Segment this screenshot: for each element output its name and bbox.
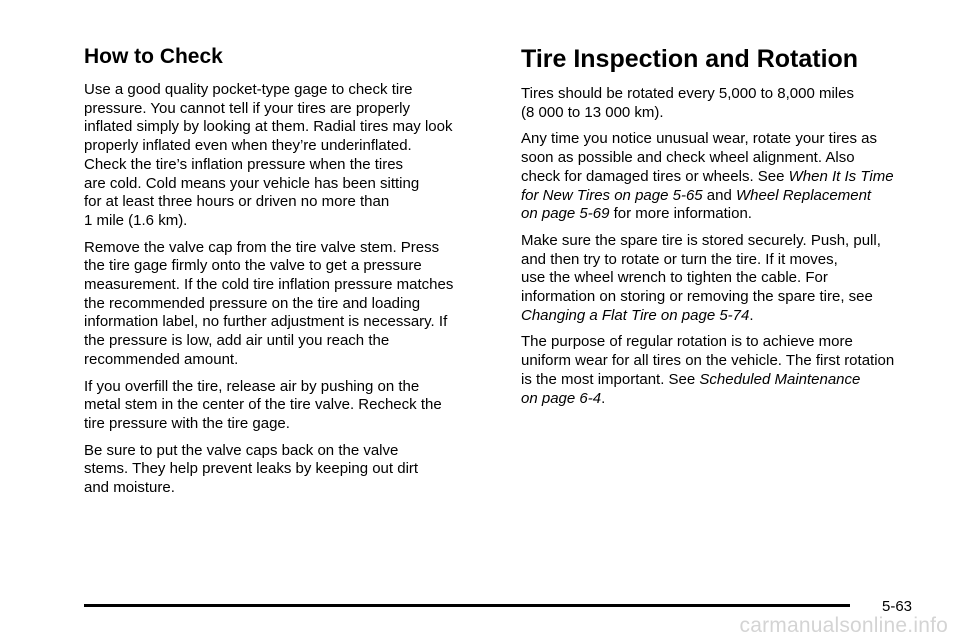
text-line: the tire gage firmly onto the valve to get a pressure <box>84 257 422 275</box>
text-line: metal stem in the center of the tire valve. Recheck the <box>84 396 442 414</box>
text-line: use the wheel wrench to tighten the cable. For <box>521 269 828 287</box>
text-line: and moisture. <box>84 479 175 497</box>
how-to-check-heading: How to Check <box>84 45 223 68</box>
text-line: properly inflated even when they’re underinflated. <box>84 137 412 155</box>
text-line: (8 000 to 13 000 km). <box>521 103 664 121</box>
text-line: recommended amount. <box>84 350 239 368</box>
text-line: stems. They help prevent leaks by keeping out dirt <box>84 460 419 478</box>
text-line: Tires should be rotated every 5,000 to 8,000 miles <box>521 85 854 102</box>
text-run: is the most important. See <box>521 370 700 388</box>
text-line: tire pressure with the tire gage. <box>84 414 290 432</box>
footer-rule <box>84 604 850 607</box>
text-line: The purpose of regular rotation is to achieve more <box>521 333 853 351</box>
tire-inspection-body <box>521 85 931 416</box>
text-line: Be sure to put the valve caps back on the valve <box>84 441 399 459</box>
text-run: check for damaged tires or wheels. See <box>521 167 789 185</box>
text-line: 1 mile (1.6 km). <box>84 211 188 229</box>
text-run: for more information. <box>609 205 752 223</box>
text-line: are cold. Cold means your vehicle has been sitting <box>84 174 420 192</box>
cross-reference-wheel-replacement-page[interactable]: on page 5-69 <box>521 205 610 223</box>
text-line: Use a good quality pocket-type gage to check tire <box>84 81 413 98</box>
how-to-check-body <box>84 81 494 506</box>
paragraph <box>84 442 494 498</box>
text-line: uniform wear for all tires on the vehicle. The first rotation <box>521 352 895 370</box>
tire-inspection-heading: Tire Inspection and Rotation <box>521 45 859 73</box>
text-line: the pressure is low, add air until you reach the <box>84 332 390 350</box>
text-run: . <box>749 306 754 324</box>
watermark: carmanualsonline.info <box>739 614 948 637</box>
paragraph <box>84 239 494 370</box>
cross-reference-scheduled-maintenance-page[interactable]: on page 6-4 <box>521 389 602 407</box>
text-line: for at least three hours or driven no more than <box>84 193 390 211</box>
text-line: Check the tire’s inflation pressure when the tires <box>84 155 404 173</box>
text-line: information on storing or removing the spare tire, see <box>521 288 873 306</box>
paragraph <box>521 333 931 408</box>
page-number: 5-63 <box>882 598 913 615</box>
text-run: . <box>601 389 606 407</box>
text-line: If you overfill the tire, release air by pushing on the <box>84 377 420 395</box>
text-line <box>521 187 931 206</box>
text-line <box>521 205 931 224</box>
text-run: and <box>702 186 737 204</box>
text-line <box>521 371 931 390</box>
text-line <box>521 307 931 326</box>
text-line: pressure. You cannot tell if your tires are properly <box>84 99 411 117</box>
text-line: inflated simply by looking at them. Radial tires may look <box>84 118 453 136</box>
cross-reference-scheduled-maintenance[interactable]: Scheduled Maintenance <box>699 370 861 388</box>
cross-reference-flat-tire[interactable]: Changing a Flat Tire on page 5-74 <box>521 306 750 324</box>
text-line: soon as possible and check wheel alignment. Also <box>521 149 855 167</box>
text-line: measurement. If the cold tire inflation pressure matches <box>84 276 454 294</box>
paragraph <box>521 130 931 224</box>
text-line: Remove the valve cap from the tire valve stem. Press <box>84 238 440 256</box>
text-line: information label, no further adjustment is necessary. If <box>84 313 448 331</box>
text-line <box>521 390 931 409</box>
paragraph <box>84 81 494 231</box>
cross-reference-new-tires-page[interactable]: for New Tires on page 5-65 <box>521 186 703 204</box>
text-line: Any time you notice unusual wear, rotate your tires as <box>521 130 878 148</box>
text-line: Make sure the spare tire is stored securely. Push, pull, <box>521 231 881 249</box>
paragraph <box>521 85 931 122</box>
text-line: and then try to rotate or turn the tire. If it moves, <box>521 250 838 268</box>
text-line <box>521 168 931 187</box>
paragraph <box>521 232 931 326</box>
cross-reference-new-tires[interactable]: When It Is Time <box>788 167 894 185</box>
cross-reference-wheel-replacement[interactable]: Wheel Replacement <box>736 186 872 204</box>
paragraph <box>84 378 494 434</box>
text-line: the recommended pressure on the tire and loading <box>84 294 421 312</box>
